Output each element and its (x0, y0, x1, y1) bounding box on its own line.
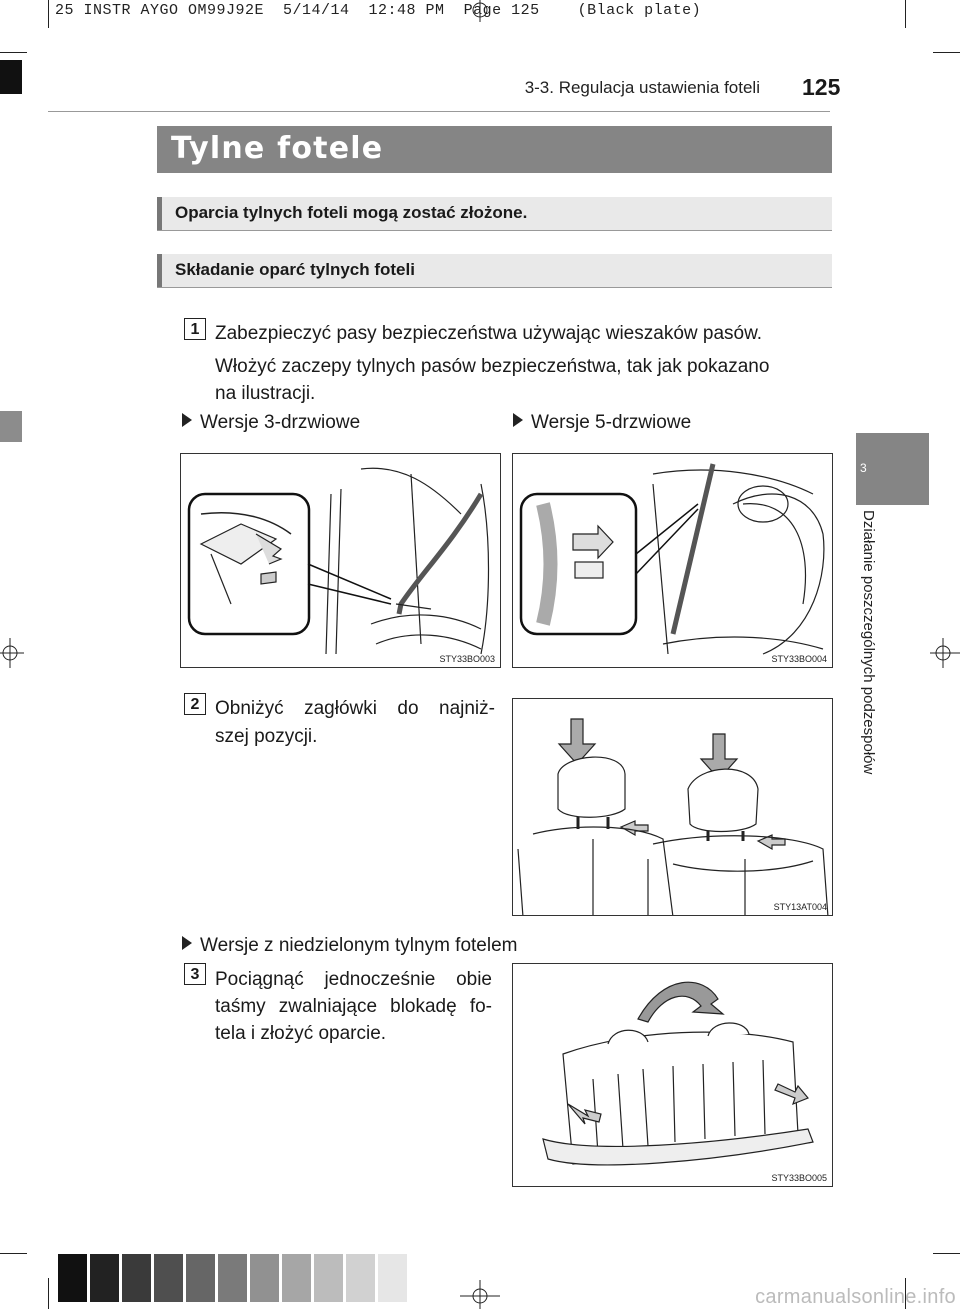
swatch (58, 1254, 87, 1302)
intro-bar-accent (157, 197, 162, 230)
headrest-illustration (513, 699, 833, 916)
swatch (346, 1254, 375, 1302)
edge-marker-grey (0, 411, 22, 442)
step-1-line-3: na ilustracji. (215, 383, 316, 404)
watermark: carmanualsonline.info (755, 1286, 956, 1308)
belt-hanger-illustration (181, 454, 501, 668)
registration-mark-bottom (460, 1280, 500, 1309)
variant-5-door: Wersje 5-drzwiowe (513, 412, 691, 434)
step-2-line-2: szej pozycji. (215, 726, 318, 747)
swatch (314, 1254, 343, 1302)
section-title: Tylne fotele (171, 131, 384, 166)
seat-fold-illustration (513, 964, 833, 1187)
figure-code: STY33BO003 (439, 654, 495, 664)
intro-bar (157, 197, 832, 231)
figure-headrest-lower (512, 698, 833, 916)
swatch (378, 1254, 407, 1302)
figure-5-door-belt-hanger (512, 453, 833, 668)
swatch (282, 1254, 311, 1302)
intro-text: Oparcia tylnych foteli mogą zostać złożone. (175, 203, 528, 222)
chapter-number: 3 (860, 461, 867, 475)
step-3-line-2: taśmy zwalniające blokadę fo- (215, 996, 492, 1017)
subsection-title: Składanie oparć tylnych foteli (175, 260, 415, 279)
figure-code: STY13AT004 (773, 902, 827, 912)
section-title-bar (157, 126, 832, 173)
variant-non-split: Wersje z niedzielonym tylnym fotelem (182, 935, 517, 957)
figure-code: STY33BO005 (771, 1173, 827, 1183)
subsection-bar (157, 254, 832, 288)
swatch (186, 1254, 215, 1302)
registration-mark-left (0, 638, 24, 668)
page-number: 125 (802, 74, 841, 100)
chapter-tab (856, 433, 929, 505)
subsection-bar-accent (157, 254, 162, 287)
running-title: 3-3. Regulacja ustawienia foteli (524, 78, 760, 97)
swatch (122, 1254, 151, 1302)
print-slug: 25 INSTR AYGO OM99J92E 5/14/14 12:48 PM Page 125 (Black plate) (55, 2, 702, 19)
edge-marker-black (0, 60, 22, 94)
step-1-line-2: Włożyć zaczepy tylnych pasów bezpieczeństwa, tak jak pokazano (215, 356, 770, 377)
figure-3-door-belt-hanger (180, 453, 501, 668)
step-1-marker: 1 (184, 318, 206, 340)
variant-3-door: Wersje 3-drzwiowe (182, 412, 360, 434)
swatch (218, 1254, 247, 1302)
step-2-line-1: Obniżyć zagłówki do najniż- (215, 698, 495, 719)
swatch (90, 1254, 119, 1302)
registration-mark-right (930, 638, 960, 668)
header-rule (48, 111, 830, 112)
bullet-triangle-icon (182, 936, 192, 950)
swatch (250, 1254, 279, 1302)
step-3-line-1: Pociągnąć jednocześnie obie (215, 969, 492, 990)
swatch (154, 1254, 183, 1302)
step-3-line-3: tela i złożyć oparcie. (215, 1023, 387, 1044)
step-1-line-1: Zabezpieczyć pasy bezpieczeństwa używając wieszaków pasów. (215, 323, 763, 344)
chapter-label: Działanie poszczególnych podzespołów (860, 510, 877, 775)
step-3-marker: 3 (184, 963, 206, 985)
bullet-triangle-icon (182, 413, 192, 427)
figure-code: STY33BO004 (771, 654, 827, 664)
step-2-marker: 2 (184, 693, 206, 715)
figure-fold-seatback (512, 963, 833, 1187)
bullet-triangle-icon (513, 413, 523, 427)
belt-hanger-illustration (513, 454, 833, 668)
chapter-side-label (859, 510, 879, 870)
